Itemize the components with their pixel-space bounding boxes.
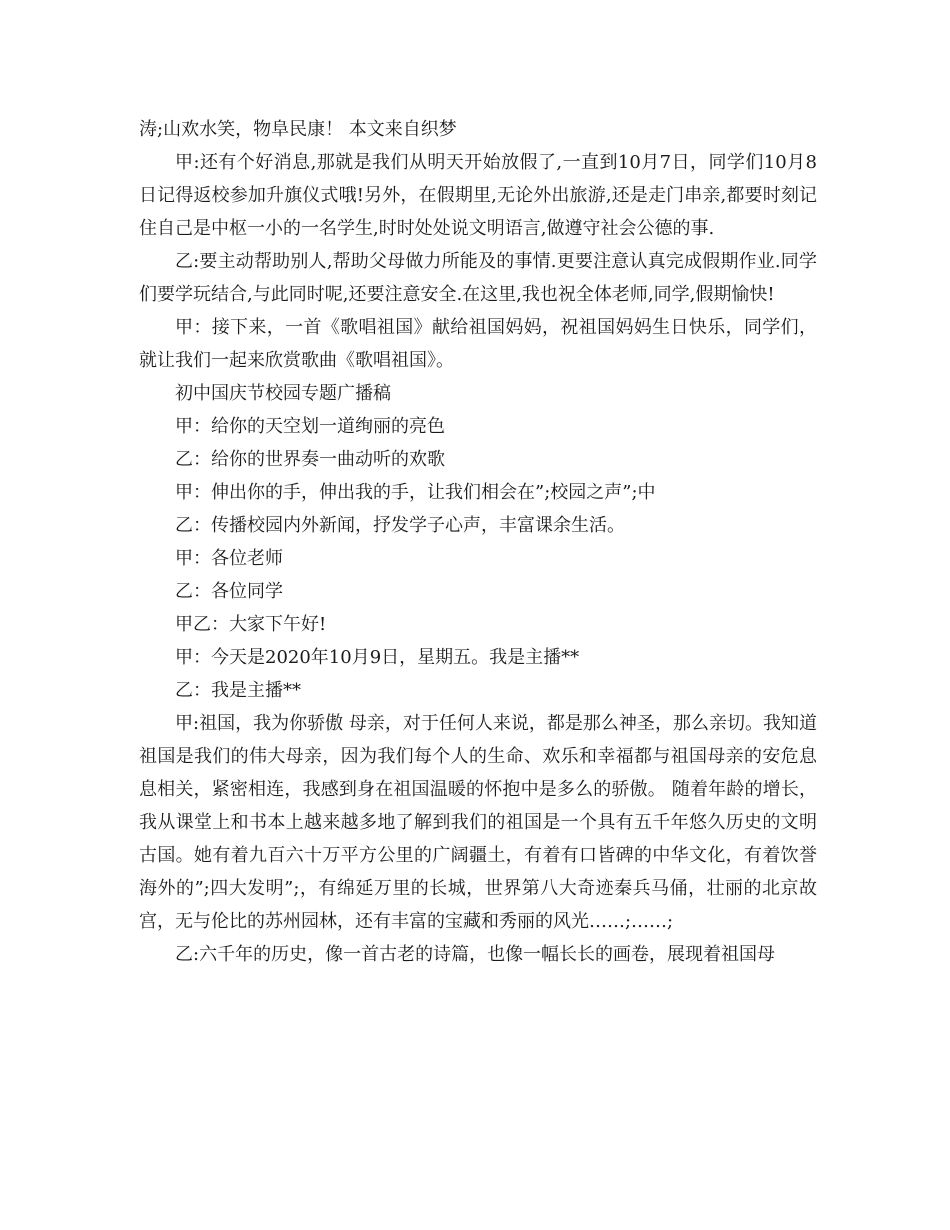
section-heading: 初中国庆节校园专题广播稿 (175, 383, 391, 404)
paragraph: 乙:六千年的历史，像一首古老的诗篇，也像一幅长长的画卷，展现着祖国母 (175, 944, 776, 965)
paragraph: 甲：伸出你的手，伸出我的手，让我们相会在”;校园之声”;中 (175, 482, 656, 503)
paragraph: 乙:要主动帮助别人,帮助父母做力所能及的事情.更要注意认真完成假期作业.同学们要学玩结合,与此同时呢,还要注意安全.在这里,我也祝全体老师,同学,假期愉快! (139, 251, 817, 305)
paragraph: 乙：各位同学 (175, 581, 283, 602)
paragraph: 甲：今天是2020年10月9日，星期五。我是主播** (175, 647, 580, 668)
paragraph: 甲乙：大家下午好! (175, 614, 327, 635)
paragraph: 甲:祖国，我为你骄傲 母亲，对于任何人来说，都是那么神圣，那么亲切。我知道祖国是我们的伟大母亲，因为我们每个人的生命、欢乐和幸福都与祖国母亲的安危息息相关，紧密相连，我感到身在祖国温暖的怀抱中是多么的骄傲。 随着年龄的增长，我从课堂上和书本上越来越多地了解到我们的祖国是一个具有五千年悠久历史的文明古国。她有着九百六十万平方公里的广阔疆土，有着有口皆碑的中华文化，有着饮誉海外的”;四大发明”;，有绵延万里的长城，世界第八大奇迹秦兵马俑，壮丽的北京故宫，无与伦比的苏州园林，还有丰富的宝藏和秀丽的风光……;……; (139, 713, 817, 932)
paragraph: 甲：接下来，一首《歌唱祖国》献给祖国妈妈，祝祖国妈妈生日快乐，同学们，就让我们一起来欣赏歌曲《歌唱祖国》。 (139, 317, 817, 371)
paragraph: 甲:还有个好消息,那就是我们从明天开始放假了,一直到10月7日，同学们10月8日记得返校参加升旗仪式哦!另外，在假期里,无论外出旅游,还是走门串亲,都要时刻记住自己是中枢一小的一名学生,时时处处说文明语言,做遵守社会公德的事. (139, 152, 817, 239)
paragraph: 乙：传播校园内外新闻，抒发学子心声，丰富课余生活。 (175, 515, 625, 536)
paragraph: 乙：我是主播** (175, 680, 301, 701)
paragraph: 涛;山欢水笑，物阜民康！ 本文来自织梦 (139, 119, 457, 140)
paragraph: 甲：各位老师 (175, 548, 283, 569)
paragraph: 乙：给你的世界奏一曲动听的欢歌 (175, 449, 445, 470)
paragraph: 甲：给你的天空划一道绚丽的亮色 (175, 416, 445, 437)
